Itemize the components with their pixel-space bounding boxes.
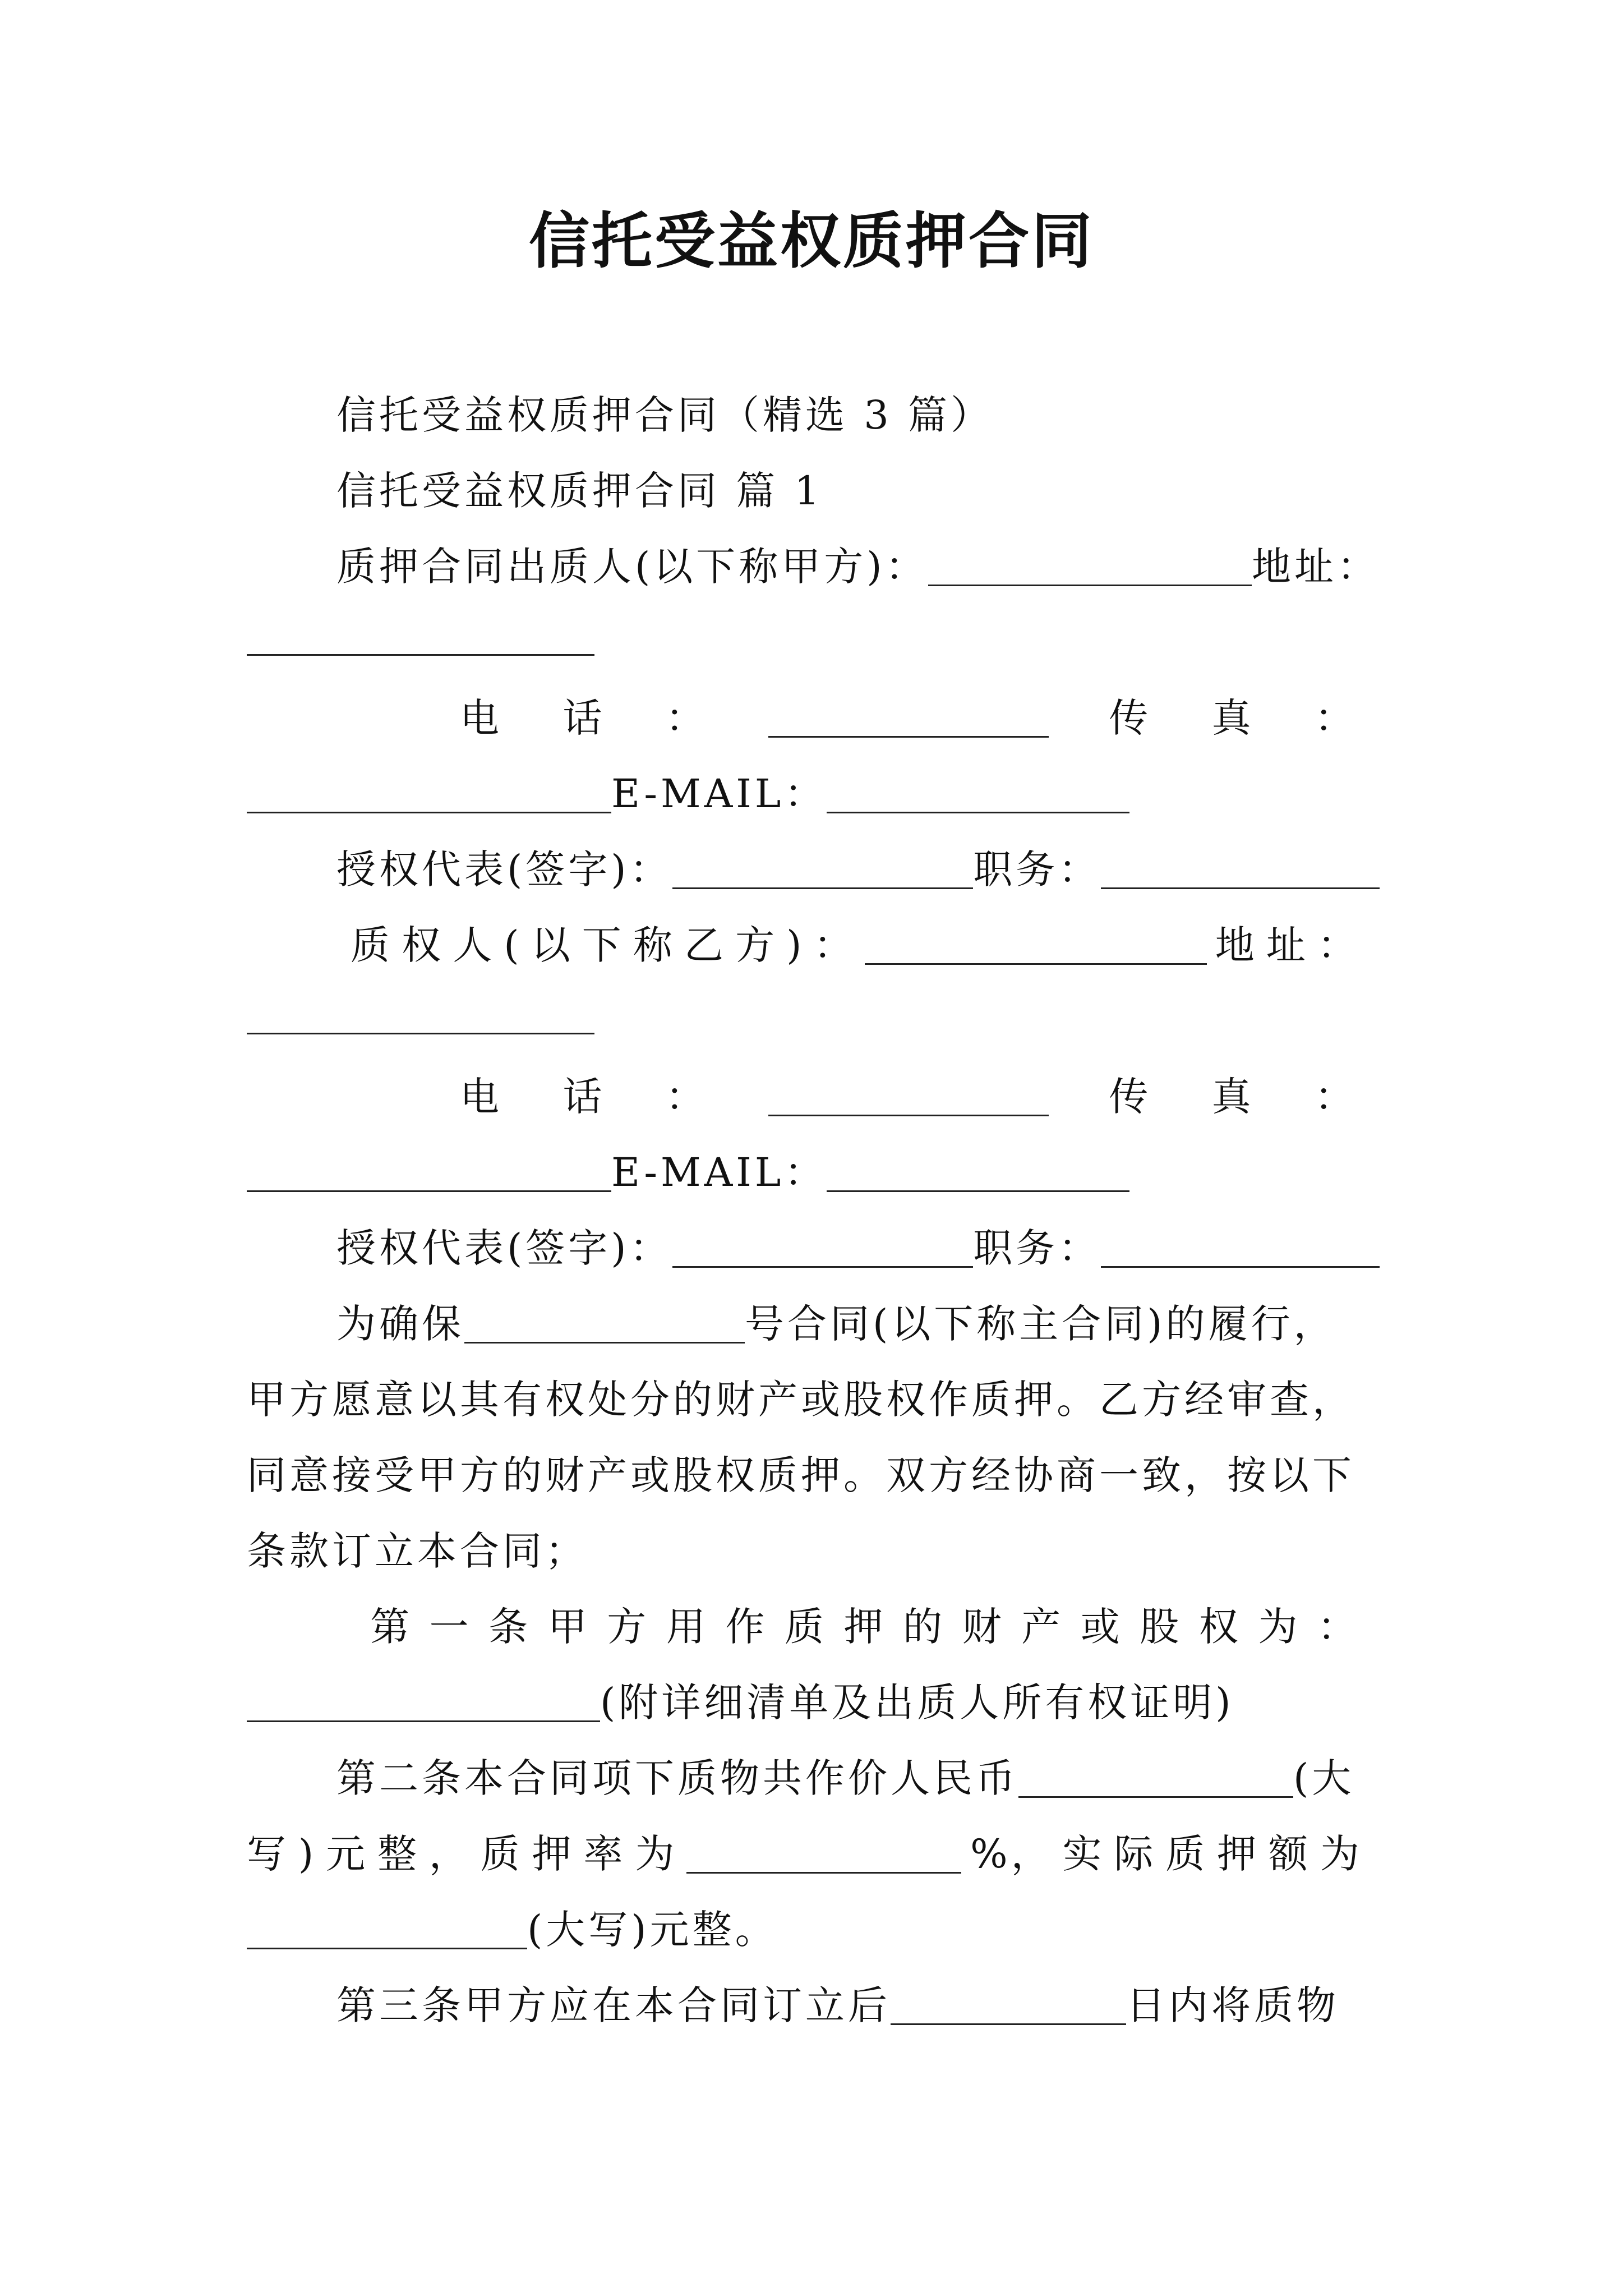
party-a-pledgor-line: [336, 536, 1380, 597]
position-blank[interactable]: [1101, 1229, 1380, 1268]
collateral-blank[interactable]: [247, 1683, 600, 1722]
position-label: 职务：: [973, 1225, 1101, 1271]
phone-blank[interactable]: [768, 1078, 1049, 1116]
article-2-char: 押: [532, 1831, 575, 1877]
phone-char: 电: [460, 1074, 502, 1120]
pledgee-char: 乙: [684, 922, 727, 968]
article-1-char: ：: [1317, 1604, 1360, 1650]
article-2-char: 际: [1114, 1831, 1157, 1877]
address-blank[interactable]: [247, 996, 594, 1034]
address-blank-line: [247, 611, 1380, 673]
intro-line-2: 甲方愿意以其有权处分的财产或股权作质押。乙方经审查，: [247, 1377, 1355, 1423]
party-a-rep-line: [336, 839, 1380, 900]
article-2-line-3: [247, 1899, 1380, 1961]
intro-ensure-text: 为确保: [336, 1301, 464, 1347]
pledgee-char: ：: [813, 922, 856, 968]
email-blank[interactable]: [827, 1153, 1129, 1192]
article-1-tail-line: [247, 1672, 1380, 1733]
article-3-text: 第三条甲方应在本合同订立后: [336, 1982, 891, 2028]
article-1-char: 质: [784, 1604, 827, 1650]
article-2-char: 实: [1062, 1831, 1105, 1877]
article-1-char: 作: [725, 1604, 768, 1650]
section-title: 信托受益权质押合同 篇 1: [336, 468, 823, 514]
article-1-char: 或: [1080, 1604, 1123, 1650]
fax-char: 真: [1211, 695, 1255, 741]
intro-line-1: [336, 1293, 1380, 1355]
pledgor-name-blank[interactable]: [928, 547, 1252, 586]
article-1-char: 押: [843, 1604, 887, 1650]
fax-char: ：: [1314, 695, 1357, 741]
article-1-char: 权: [1198, 1604, 1242, 1650]
article-1-char: 产: [1021, 1604, 1064, 1650]
article-1-char: 方: [607, 1604, 650, 1650]
article-2-char: 质: [1165, 1831, 1209, 1877]
pledgee-char: ): [786, 922, 805, 968]
fax-blank[interactable]: [247, 775, 611, 813]
address-label: 地址：: [1252, 544, 1380, 590]
article-2-char: 额: [1268, 1831, 1311, 1877]
document-title: 信托受益权质押合同: [528, 206, 1094, 277]
address-char: ：: [1317, 922, 1360, 968]
article-1-line: [370, 1596, 1360, 1658]
rep-label: 授权代表(签字)：: [336, 1225, 672, 1271]
phone-char: 话: [562, 695, 606, 741]
pledgee-char: 称: [633, 922, 676, 968]
pledgee-char: 质: [351, 922, 393, 968]
article-2-char: 质: [480, 1831, 523, 1877]
phone-char: ：: [665, 1074, 708, 1120]
pledgee-char: 人: [453, 922, 496, 968]
article-1-char: 股: [1140, 1604, 1183, 1650]
pledgee-char: 方: [735, 922, 778, 968]
address-char: 地: [1215, 922, 1258, 968]
intro-contract-text: 号合同(以下称主合同)的履行，: [745, 1301, 1336, 1347]
article-1-char: 为: [1258, 1604, 1301, 1650]
article-1-char: 条: [488, 1604, 532, 1650]
position-label: 职务：: [973, 846, 1101, 892]
article-2-capital: (大: [1293, 1755, 1355, 1801]
phone-char: 话: [562, 1074, 606, 1120]
email-label: E-MAIL：: [611, 1149, 827, 1195]
intro-line-4: 条款订立本合同；: [247, 1528, 588, 1574]
article-2-char: 押: [1217, 1831, 1260, 1877]
pledgee-char: 以: [531, 922, 574, 968]
party-b-rep-line: [336, 1217, 1380, 1279]
party-b-phone-fax-line: [460, 1066, 1357, 1128]
article-2-char: 整: [377, 1831, 420, 1877]
article-2-percent: %，: [970, 1831, 1054, 1877]
fax-char: ：: [1314, 1074, 1357, 1120]
article-1-tail: (附详细清单及出质人所有权证明): [600, 1680, 1234, 1726]
article-3-tail: 日内将质物: [1126, 1982, 1339, 2028]
pledgee-char: 权: [402, 922, 445, 968]
fax-char: 真: [1211, 1074, 1255, 1120]
article-1-char: 用: [666, 1604, 709, 1650]
address-blank[interactable]: [247, 617, 594, 656]
fax-blank[interactable]: [247, 1153, 611, 1192]
party-a-email-line: [247, 763, 1380, 825]
subtitle: 信托受益权质押合同（精选 3 篇）: [336, 392, 994, 438]
party-b-address-blank-line: [247, 990, 1380, 1052]
rep-label: 授权代表(签字)：: [336, 846, 672, 892]
article-2-line-1: [336, 1747, 1380, 1809]
party-b-pledgee-line: [351, 914, 1360, 976]
article-2-char: 元: [326, 1831, 369, 1877]
pledgor-label: 质押合同出质人(以下称甲方)：: [336, 544, 928, 590]
intro-line-3: 同意接受甲方的财产或股权质押。双方经协商一致，按以下: [247, 1452, 1355, 1498]
fax-char: 传: [1109, 695, 1152, 741]
article-2-char: ，: [428, 1831, 472, 1877]
article-3-line-1: [336, 1975, 1380, 2036]
article-1-char: 第: [370, 1604, 413, 1650]
article-1-char: 甲: [547, 1604, 591, 1650]
article-2-char: 率: [583, 1831, 626, 1877]
phone-char: 电: [460, 695, 502, 741]
contract-number-blank[interactable]: [464, 1305, 745, 1343]
party-b-email-line: [247, 1142, 1380, 1203]
article-1-char: 的: [903, 1604, 946, 1650]
actual-amount-blank[interactable]: [247, 1911, 527, 1949]
phone-char: ：: [665, 695, 708, 741]
article-1-char: 一: [429, 1604, 472, 1650]
email-label: E-MAIL：: [611, 771, 827, 817]
article-2-char: 写: [247, 1831, 289, 1877]
email-blank[interactable]: [827, 775, 1129, 813]
pledgee-char: (: [504, 922, 523, 968]
pledge-rate-blank[interactable]: [686, 1835, 961, 1874]
rep-blank[interactable]: [672, 850, 974, 889]
party-a-phone-fax-line: [460, 687, 1357, 749]
article-2-text: 第二条本合同项下质物共作价人民币: [336, 1755, 1018, 1801]
article-2-char: ): [298, 1831, 317, 1877]
days-blank[interactable]: [891, 1986, 1126, 2025]
pledgee-name-blank[interactable]: [865, 926, 1207, 965]
address-char: 址: [1266, 922, 1309, 968]
article-2-char: 为: [1320, 1831, 1363, 1877]
article-2-line-2: [247, 1823, 1363, 1885]
position-blank[interactable]: [1101, 850, 1380, 889]
article-2-char: 为: [635, 1831, 678, 1877]
rep-blank[interactable]: [672, 1229, 974, 1268]
fax-char: 传: [1109, 1074, 1152, 1120]
article-1-char: 财: [962, 1604, 1005, 1650]
valuation-blank[interactable]: [1018, 1759, 1293, 1798]
pledgee-char: 下: [582, 922, 625, 968]
phone-blank[interactable]: [768, 699, 1049, 738]
article-2-tail: (大写)元整。: [527, 1907, 778, 1953]
